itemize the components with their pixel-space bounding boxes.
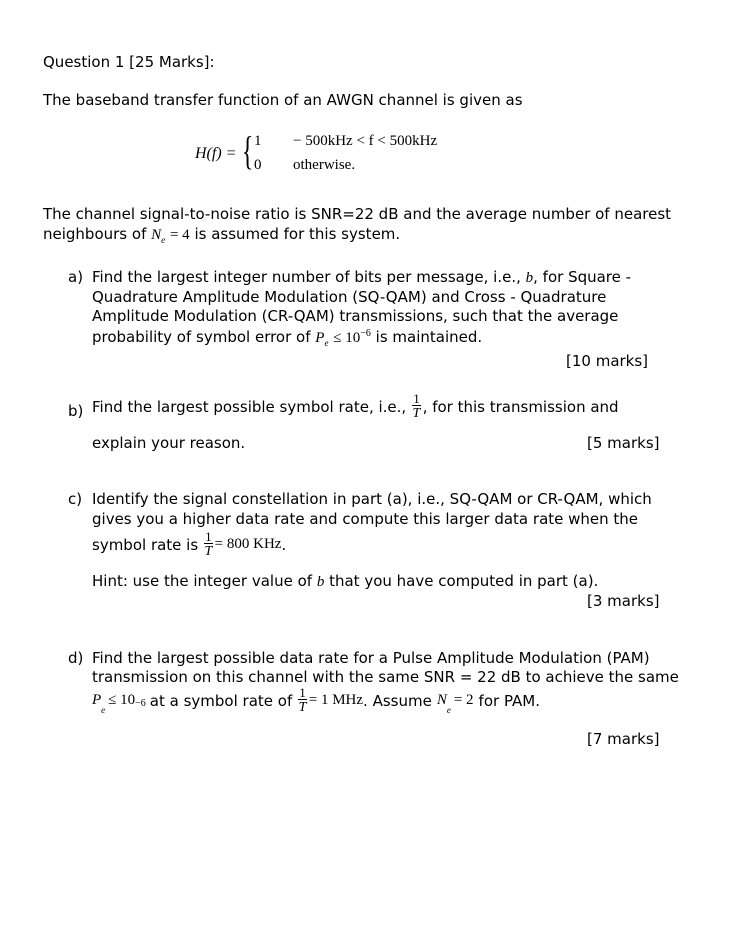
brace-icon: { (241, 128, 254, 173)
part-c-hint (92, 572, 598, 591)
part-a-marks: [10 marks] (566, 352, 649, 370)
part-a-label: a) (68, 268, 84, 286)
question-title: Question 1 [25 Marks]: (43, 53, 215, 71)
snr-line-1: The channel signal-to-noise ratio is SNR=22 dB and the average number of nearest (43, 205, 672, 223)
part-c-line-3-text: symbol rate is (92, 535, 199, 554)
part-a-line-4-text: probability of symbol error of (92, 328, 311, 346)
pe-inequality: ≤ 10 (333, 330, 361, 346)
fraction-numerator: 1 (205, 529, 212, 544)
symbol-rate-fraction (412, 392, 421, 421)
intro-text: The baseband transfer function of an AWGN channel is given as (43, 91, 523, 109)
part-c-marks: [3 marks] (587, 592, 660, 610)
symbol-rate-fraction (298, 686, 307, 715)
case1-value: 1 (254, 133, 262, 149)
fraction-numerator: 1 (413, 391, 420, 406)
part-d-line-3-text: at a symbol rate of (149, 691, 293, 710)
case2-condition: otherwise. (293, 157, 356, 173)
part-b-label: b) (68, 402, 84, 420)
ne-symbol: N (151, 227, 162, 243)
transfer-lhs: H(f) = (195, 145, 237, 162)
symbol-rate-value: = 1 MHz (308, 692, 364, 708)
pe-exponent: −6 (360, 328, 371, 339)
pe-exponent: −6 (135, 698, 146, 709)
ne-value: = 2 (453, 692, 474, 708)
symbol-rate-value: = 800 KHz (214, 536, 282, 552)
part-d-line-3 (92, 686, 540, 715)
part-a-line-1-end: , for Square - (533, 268, 632, 286)
hint-text: Hint: use the integer value of (92, 572, 313, 590)
pe-subscript: e (324, 338, 329, 348)
part-d-line-3-mid: . Assume (363, 691, 432, 710)
part-c-line-2: gives you a higher data rate and compute this larger data rate when the (92, 510, 639, 528)
ne-symbol: N (436, 692, 447, 708)
part-b-line-1-text: Find the largest possible symbol rate, i.e., (92, 397, 407, 416)
part-c-line-1: Identify the signal constellation in part (a), i.e., SQ-QAM or CR-QAM, which (92, 490, 652, 508)
fraction-denominator: T (204, 544, 213, 559)
part-a-line-4-end: is maintained. (375, 328, 483, 346)
part-a-line-3: Amplitude Modulation (CR-QAM) transmissions, such that the average (92, 307, 619, 325)
hint-text-end: that you have computed in part (a). (329, 572, 599, 590)
part-a-line-2: Quadrature Amplitude Modulation (SQ-QAM) and Cross - Quadrature (92, 288, 607, 306)
ne-subscript: e (446, 705, 451, 715)
part-b-marks: [5 marks] (587, 434, 660, 452)
part-a-line-4 (92, 328, 482, 348)
part-b-line-1 (92, 392, 619, 421)
part-a-line-1-text: Find the largest integer number of bits per message, i.e., (92, 268, 521, 286)
part-d-marks: [7 marks] (587, 730, 660, 748)
part-c-line-3-end: . (281, 535, 287, 554)
pe-inequality: ≤ 10 (108, 692, 136, 708)
fraction-numerator: 1 (299, 685, 306, 700)
case2-value: 0 (254, 157, 262, 173)
part-c-line-3 (92, 530, 286, 559)
part-d-line-2: transmission on this channel with the same SNR = 22 dB to achieve the same (92, 668, 679, 686)
fraction-denominator: T (298, 700, 307, 715)
ne-value: = 4 (169, 227, 190, 243)
pe-symbol: P (315, 330, 325, 346)
part-b-line-2: explain your reason. (92, 434, 246, 452)
part-d-line-3-end: for PAM. (478, 691, 540, 710)
part-c-label: c) (68, 490, 83, 508)
b-symbol: b (525, 270, 534, 286)
part-d-label: d) (68, 649, 84, 667)
ne-subscript: e (161, 235, 166, 245)
snr-line-2-b: is assumed for this system. (194, 225, 401, 243)
part-b-line-1-end: , for this transmission and (422, 397, 619, 416)
pe-symbol: P (92, 692, 102, 708)
part-a-line-1 (92, 268, 631, 287)
fraction-denominator: T (412, 406, 421, 421)
pe-subscript: e (101, 705, 106, 715)
snr-line-2-a: neighbours of (43, 225, 147, 243)
symbol-rate-fraction (204, 530, 213, 559)
snr-line-2 (43, 225, 400, 245)
b-symbol: b (316, 574, 325, 590)
case1-condition: − 500kHz < f < 500kHz (293, 133, 438, 149)
part-d-line-1: Find the largest possible data rate for a Pulse Amplitude Modulation (PAM) (92, 649, 650, 667)
